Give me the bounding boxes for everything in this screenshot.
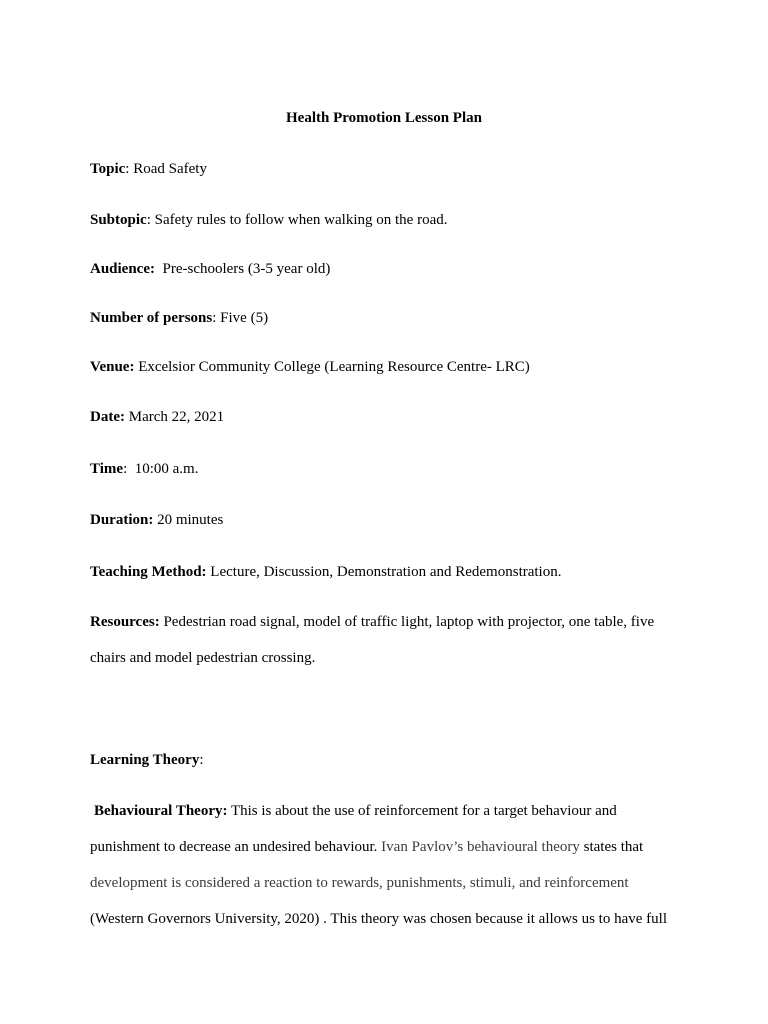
topic-label: Topic	[90, 161, 126, 177]
resources-value-line2: chairs and model pedestrian crossing.	[90, 650, 316, 666]
date-label: Date:	[90, 409, 125, 425]
duration-line	[90, 511, 223, 529]
resources-label: Resources:	[90, 614, 160, 630]
time-line	[90, 460, 198, 478]
behavioural-theory-line-4	[90, 910, 667, 928]
behavioural-theory-line-1	[94, 802, 617, 820]
audience-value: Pre-schoolers (3-5 year old)	[162, 261, 331, 277]
venue-line	[90, 358, 530, 376]
subtopic-value: Safety rules to follow when walking on the road.	[154, 212, 448, 228]
time-label: Time	[90, 461, 124, 477]
learning-theory-heading-line	[90, 751, 204, 769]
resources-value-line1: Pedestrian road signal, model of traffic light, laptop with projector, one table, five	[163, 614, 655, 630]
venue-value: Excelsior Community College (Learning Resource Centre- LRC)	[138, 359, 530, 375]
subtopic-label: Subtopic	[90, 212, 147, 228]
audience-label: Audience:	[90, 261, 155, 277]
number-of-persons-value: Five (5)	[220, 310, 269, 326]
behavioural-theory-line-3	[90, 874, 629, 892]
resources-continuation-line	[90, 649, 315, 667]
number-of-persons-label: Number of persons	[90, 310, 213, 326]
date-line	[90, 408, 224, 426]
document-title: Health Promotion Lesson Plan	[286, 110, 482, 126]
teaching-method-label: Teaching Method:	[90, 564, 207, 580]
topic-sep: :	[125, 161, 134, 177]
venue-label: Venue:	[90, 359, 135, 375]
audience-sep	[155, 261, 163, 277]
behavioural-theory-text-3: development is considered a reaction to rewards, punishments, stimuli, and reinforcement	[90, 875, 629, 891]
behavioural-theory-text-2-end: states that	[579, 839, 644, 855]
time-sep: :	[123, 461, 135, 477]
date-value: March 22, 2021	[128, 409, 225, 425]
topic-line	[90, 160, 207, 178]
teaching-method-value: Lecture, Discussion, Demonstration and Redemonstration.	[210, 564, 562, 580]
pavlov-reference: Ivan Pavlov’s behavioural theory	[381, 839, 580, 855]
time-value: 10:00 a.m.	[134, 461, 199, 477]
duration-value: 20 minutes	[157, 512, 224, 528]
subtopic-line	[90, 211, 447, 229]
learning-theory-heading: Learning Theory	[90, 752, 200, 768]
number-of-persons-sep: :	[212, 310, 221, 326]
behavioural-theory-line-2	[90, 838, 643, 856]
teaching-method-line	[90, 563, 561, 581]
behavioural-theory-text-1: This is about the use of reinforcement for a target behaviour and	[227, 803, 617, 819]
learning-theory-heading-suffix: :	[199, 752, 204, 768]
subtopic-sep: :	[146, 212, 155, 228]
topic-value: Road Safety	[133, 161, 207, 177]
behavioural-theory-label: Behavioural Theory:	[94, 803, 228, 819]
duration-label: Duration:	[90, 512, 154, 528]
audience-line	[90, 260, 330, 278]
behavioural-theory-text-2: punishment to decrease an undesired behaviour.	[90, 839, 382, 855]
number-of-persons-line	[90, 309, 268, 327]
resources-line	[90, 613, 654, 631]
behavioural-theory-text-4: (Western Governors University, 2020) . This theory was chosen because it allows us to have full	[90, 911, 667, 927]
